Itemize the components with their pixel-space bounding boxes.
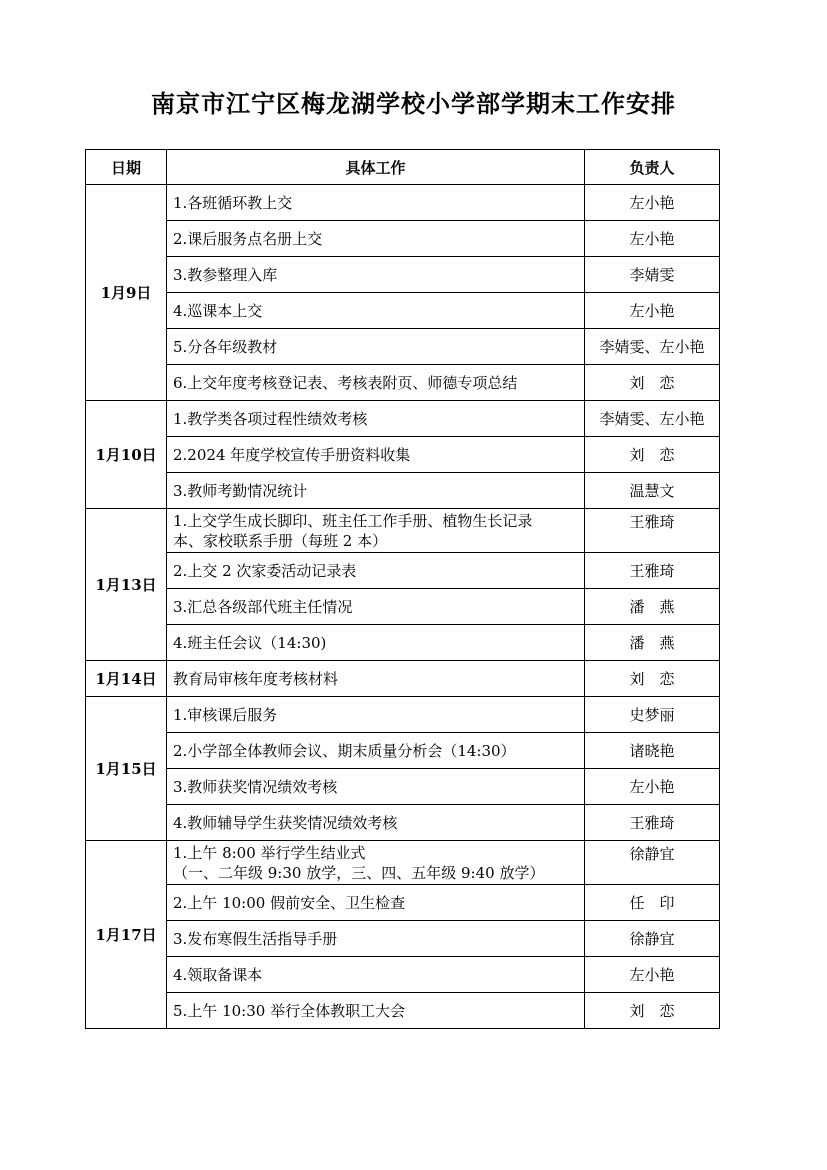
table-row: [86, 885, 720, 921]
task-cell: [167, 509, 585, 553]
task-cell: [167, 661, 585, 697]
task-text: 1.上午 8:00 举行学生结业式: [173, 844, 366, 862]
task-text: 教育局审核年度考核材料: [173, 669, 339, 688]
task-text: 2.上午 10:00 假前安全、卫生检查: [173, 893, 406, 912]
owner-cell: 李婧雯: [585, 257, 720, 293]
table-row: [86, 841, 720, 885]
page-title: 南京市江宁区梅龙湖学校小学部学期末工作安排: [151, 89, 676, 118]
owner-cell: 温慧文: [585, 473, 720, 509]
task-text: 4.班主任会议（14:30): [173, 633, 327, 652]
table-row: [86, 293, 720, 329]
owner-cell: 刘 恋: [585, 661, 720, 697]
owner-cell: 任 印: [585, 885, 720, 921]
header-task: 具体工作: [167, 150, 585, 185]
task-cell: [167, 185, 585, 221]
owner-cell: 左小艳: [585, 293, 720, 329]
task-text: 3.教师获奖情况绩效考核: [173, 777, 338, 796]
task-text: 5.上午 10:30 举行全体教职工大会: [173, 1001, 406, 1020]
date-cell: 1月13日: [86, 509, 167, 661]
task-text: （一、二年级 9:30 放学，三、四、五年级 9:40 放学）: [173, 864, 545, 882]
table-row: [86, 625, 720, 661]
owner-cell: 刘 恋: [585, 993, 720, 1029]
owner-cell: 徐静宜: [585, 841, 720, 885]
header-date: 日期: [86, 150, 167, 185]
table-row: [86, 553, 720, 589]
table-row: [86, 993, 720, 1029]
header-row: [86, 150, 720, 185]
date-cell: 1月14日: [86, 661, 167, 697]
table-row: [86, 257, 720, 293]
task-text: 3.教参整理入库: [173, 265, 278, 284]
task-text: 3.教师考勤情况统计: [173, 481, 308, 500]
task-text: 2.课后服务点名册上交: [173, 229, 323, 248]
table-row: [86, 921, 720, 957]
task-cell: [167, 769, 585, 805]
date-cell: 1月10日: [86, 401, 167, 509]
table-row: [86, 365, 720, 401]
task-text: 4.教师辅导学生获奖情况绩效考核: [173, 813, 398, 832]
task-text: 6.上交年度考核登记表、考核表附页、师德专项总结: [173, 373, 518, 392]
task-cell: [167, 841, 585, 885]
task-cell: [167, 293, 585, 329]
owner-cell: 左小艳: [585, 185, 720, 221]
task-text: 2.上交 2 次家委活动记录表: [173, 561, 357, 580]
owner-cell: 王雅琦: [585, 553, 720, 589]
task-cell: [167, 329, 585, 365]
task-cell: [167, 921, 585, 957]
table-row: [86, 329, 720, 365]
task-cell: [167, 221, 585, 257]
table-row: [86, 661, 720, 697]
task-text: 2.2024 年度学校宣传手册资料收集: [173, 445, 411, 464]
task-cell: [167, 401, 585, 437]
owner-cell: 左小艳: [585, 221, 720, 257]
owner-cell: 刘 恋: [585, 365, 720, 401]
table-row: [86, 437, 720, 473]
task-cell: [167, 805, 585, 841]
owner-cell: 诸晓艳: [585, 733, 720, 769]
table-row: [86, 589, 720, 625]
owner-cell: 徐静宜: [585, 921, 720, 957]
owner-cell: 王雅琦: [585, 509, 720, 553]
date-cell: 1月9日: [86, 185, 167, 401]
owner-cell: 李婧雯、左小艳: [585, 401, 720, 437]
table-row: [86, 733, 720, 769]
table-row: [86, 769, 720, 805]
task-cell: [167, 697, 585, 733]
task-cell: [167, 957, 585, 993]
task-text: 本、家校联系手册（每班 2 本）: [173, 532, 388, 550]
schedule-table: [85, 149, 720, 1029]
owner-cell: 左小艳: [585, 769, 720, 805]
table-row: [86, 509, 720, 553]
task-cell: [167, 733, 585, 769]
task-text: 2.小学部全体教师会议、期末质量分析会（14:30）: [173, 741, 516, 760]
task-cell: [167, 885, 585, 921]
task-text: 4.巡课本上交: [173, 301, 263, 320]
owner-cell: 潘 燕: [585, 625, 720, 661]
table-row: [86, 221, 720, 257]
owner-cell: 史梦丽: [585, 697, 720, 733]
task-text: 5.分各年级教材: [173, 337, 278, 356]
table-row: [86, 805, 720, 841]
table-row: [86, 697, 720, 733]
date-cell: 1月15日: [86, 697, 167, 841]
task-text: 1.审核课后服务: [173, 705, 278, 724]
schedule-body: [86, 185, 720, 1029]
task-cell: [167, 257, 585, 293]
task-cell: [167, 473, 585, 509]
task-cell: [167, 437, 585, 473]
task-text: 4.领取备课本: [173, 965, 263, 984]
header-owner: 负责人: [585, 150, 720, 185]
owner-cell: 潘 燕: [585, 589, 720, 625]
task-text: 1.上交学生成长脚印、班主任工作手册、植物生长记录: [173, 512, 533, 530]
task-text: 1.各班循环教上交: [173, 193, 293, 212]
task-cell: [167, 625, 585, 661]
table-row: [86, 957, 720, 993]
task-cell: [167, 589, 585, 625]
task-cell: [167, 553, 585, 589]
task-text: 3.发布寒假生活指导手册: [173, 929, 338, 948]
owner-cell: 左小艳: [585, 957, 720, 993]
owner-cell: 王雅琦: [585, 805, 720, 841]
task-text: 1.教学类各项过程性绩效考核: [173, 409, 368, 428]
task-text: 3.汇总各级部代班主任情况: [173, 597, 353, 616]
task-cell: [167, 365, 585, 401]
table-row: [86, 473, 720, 509]
owner-cell: 刘 恋: [585, 437, 720, 473]
owner-cell: 李婧雯、左小艳: [585, 329, 720, 365]
table-row: [86, 185, 720, 221]
task-cell: [167, 993, 585, 1029]
date-cell: 1月17日: [86, 841, 167, 1029]
table-row: [86, 401, 720, 437]
